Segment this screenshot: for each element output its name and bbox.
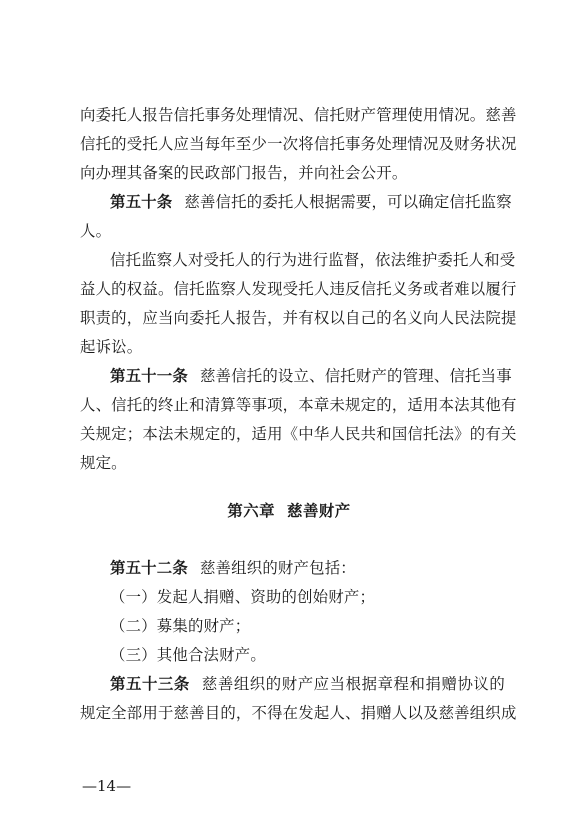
- article-50-line: [110, 190, 512, 214]
- text-line: 信托的受托人应当每年至少一次将信托事务处理情况及财务状况: [80, 135, 517, 153]
- article-51-line: [110, 364, 512, 388]
- text-line: 起诉讼。: [80, 338, 143, 356]
- list-item: （二）募集的财产；: [110, 617, 251, 635]
- text-line: 信托监察人对受托人的行为进行监督，依法维护委托人和受: [110, 251, 516, 269]
- list-item: （一）发起人捐赠、资助的创始财产；: [110, 588, 376, 606]
- text-line: 向委托人报告信托事务处理情况、信托财产管理使用情况。慈善: [80, 106, 517, 124]
- text-line: 规定全部用于慈善目的，不得在发起人、捐赠人以及慈善组织成: [80, 704, 517, 722]
- article-heading: 第五十二条: [110, 559, 188, 577]
- text-segment: 慈善组织的财产包括：: [199, 559, 356, 577]
- text-segment: 慈善组织的财产应当根据章程和捐赠协议的: [201, 675, 505, 693]
- text-segment: 慈善信托的委托人根据需要，可以确定信托监察: [184, 193, 512, 211]
- text-line: 规定。: [80, 454, 127, 472]
- text-segment: 慈善信托的设立、信托财产的管理、信托当事: [199, 367, 512, 385]
- page-number: —14—: [82, 777, 132, 795]
- text-line: 向办理其备案的民政部门报告，并向社会公开。: [80, 164, 408, 182]
- text-line: 关规定；本法未规定的，适用《中华人民共和国信托法》的有关: [80, 425, 517, 443]
- article-52-line: [110, 556, 505, 580]
- article-heading: 第五十一条: [110, 367, 188, 385]
- article-heading: 第五十三条: [110, 675, 190, 693]
- chapter-number: 第六章: [227, 502, 276, 520]
- article-heading: 第五十条: [110, 193, 173, 211]
- text-line: 职责的，应当向委托人报告，并有权以自己的名义向人民法院提: [80, 309, 517, 327]
- article-53-line: [110, 672, 505, 696]
- text-line: 人。: [80, 222, 112, 240]
- text-line: 益人的权益。信托监察人发现受托人违反信托义务或者难以履行: [80, 280, 517, 298]
- text-line: 人、信托的终止和清算等事项，本章未规定的，适用本法其他有: [80, 396, 517, 414]
- chapter-heading: [0, 498, 578, 524]
- list-item: （三）其他合法财产。: [110, 646, 266, 664]
- chapter-title: 慈善财产: [287, 502, 351, 520]
